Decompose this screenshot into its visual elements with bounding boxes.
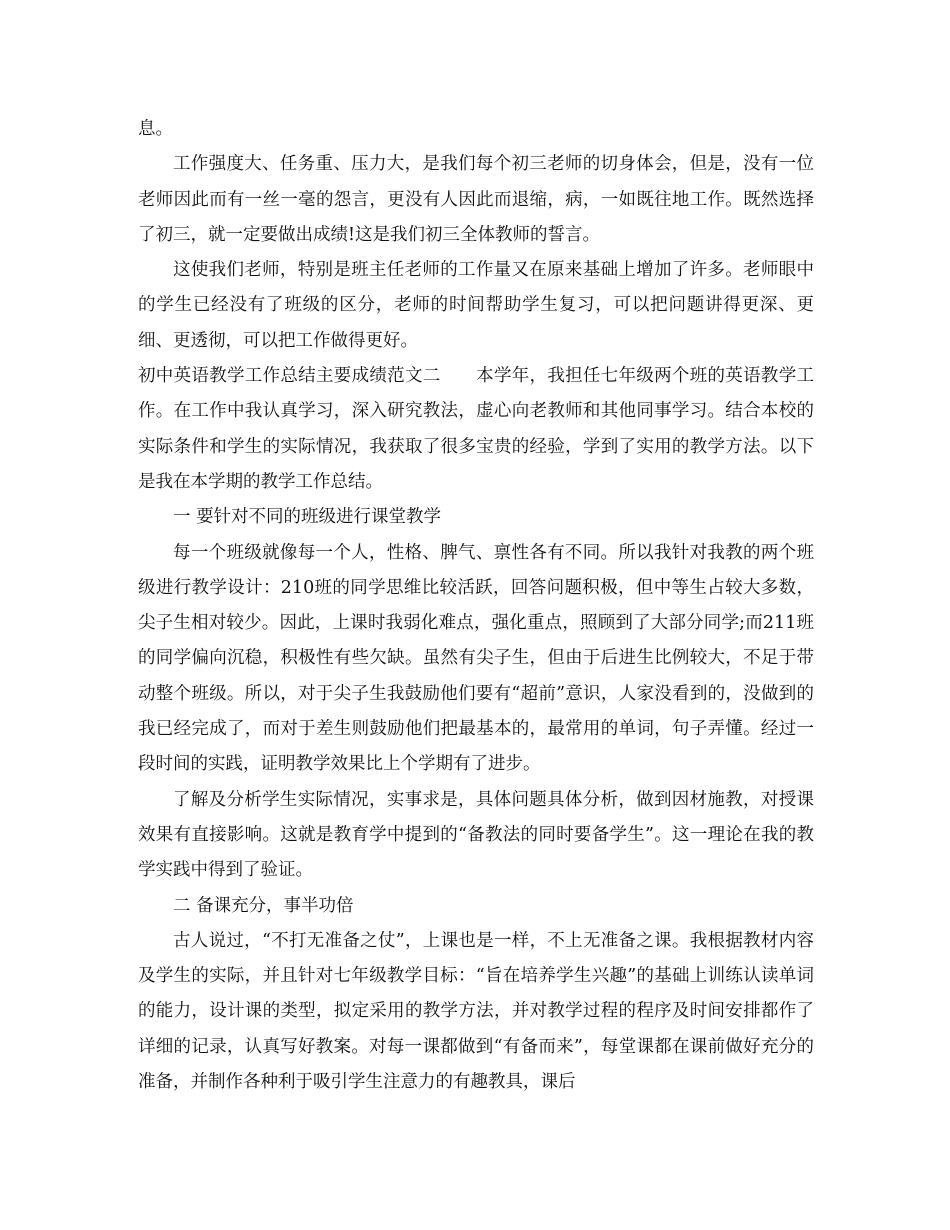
paragraph-preparation: 古人说过，“不打无准备之仗”，上课也是一样，不上无准备之课。我根据教材内容及学生的实际，并且针对七年级教学目标：“旨在培养学生兴趣”的基础上训练认读单词的能力，设计课的类型，拟定采用的教学方法，并对教学过程的程序及时间安排都作了详细的记录，认真写好教案。对每一课都做到“有备而来”，每堂课都在课前做好充分的准备，并制作各种利于吸引学生注意力的有趣教具，课后 bbox=[138, 930, 814, 1093]
section-heading-one: 一 要针对不同的班级进行课堂教学 bbox=[173, 507, 442, 528]
paragraph-continuation: 息。 bbox=[138, 119, 173, 139]
document-page bbox=[138, 112, 814, 1100]
paragraph-workload: 工作强度大、任务重、压力大，是我们每个初三老师的切身体会，但是，没有一位老师因此而有一丝一毫的怨言，更没有人因此而退缩，病，一如既往地工作。既然选择了初三，就一定要做出成绩!这是我们初三全体教师的誓言。 bbox=[138, 154, 814, 245]
paragraph-analysis: 了解及分析学生实际情况，实事求是，具体问题具体分析，做到因材施教，对授课效果有直接影响。这就是教育学中提到的“备教法的同时要备学生”。这一理论在我的教学实践中得到了验证。 bbox=[138, 789, 814, 881]
section-heading-two: 二 备课充分，事半功倍 bbox=[173, 895, 354, 916]
paragraph-classes: 每一个班级就像每一个人，性格、脾气、禀性各有不同。所以我针对我教的两个班级进行教学设计：210班的同学思维比较活跃，回答问题积极，但中等生占较大多数，尖子生相对较少。因此，上课时我弱化难点，强化重点，照顾到了大部分同学;而211班的同学偏向沉稳，积极性有些欠缺。虽然有尖子生，但由于后进生比例较大，不足于带动整个班级。所以，对于尖子生我鼓励他们要有“超前”意识，人家没看到的，没做到的我已经完成了，而对于差生则鼓励他们把最基本的，最常用的单词，句子弄懂。经过一段时间的实践，证明教学效果比上个学期有了进步。 bbox=[138, 542, 814, 775]
paragraph-teachers: 这使我们老师，特别是班主任老师的工作量又在原来基础上增加了许多。老师眼中的学生已经没有了班级的区分，老师的时间帮助学生复习，可以把问题讲得更深、更细、更透彻，可以把工作做得更好。 bbox=[138, 260, 814, 351]
paragraph-article-intro: 初中英语教学工作总结主要成绩范文二 本学年，我担任七年级两个班的英语教学工作。在工作中我认真学习，深入研究教法，虚心向老教师和其他同事学习。结合本校的实际条件和学生的实际情况，我获取了很多宝贵的经验，学到了实用的教学方法。以下是我在本学期的教学工作总结。 bbox=[138, 366, 814, 492]
